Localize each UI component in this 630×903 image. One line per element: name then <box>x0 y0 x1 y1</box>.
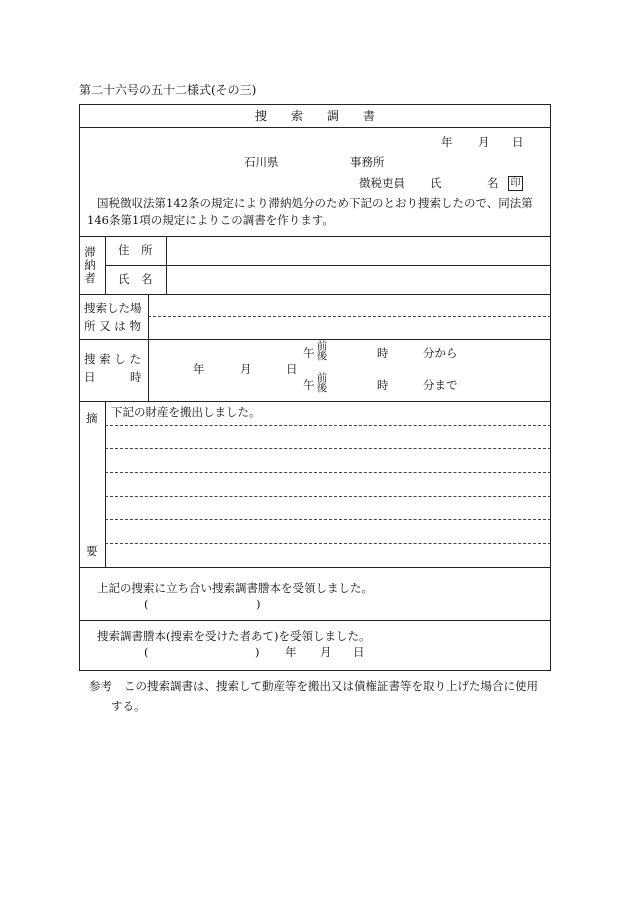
summary-bottom <box>79 567 551 568</box>
receipt-2-paren-open: ( <box>144 645 149 659</box>
name-label: 氏 名 <box>118 272 153 286</box>
receipt-2-month: 月 <box>320 645 332 659</box>
until-minute: 分まで <box>423 378 458 392</box>
search-time-divider <box>148 339 149 401</box>
from-ampm <box>316 341 328 361</box>
summary-label-top: 摘 <box>86 411 98 425</box>
until-go: 午 <box>303 378 315 392</box>
receipt-1-text: 上記の捜索に立ち合い捜索調書謄本を受領しました。 <box>97 581 373 595</box>
receipt-2-day: 日 <box>353 645 365 659</box>
statement-line-1: 国税徴収法第142条の規定により滞納処分のため下記のとおり捜索したので、同法第 <box>97 196 533 210</box>
from-hour: 時 <box>377 346 389 360</box>
header-officer: 徴税吏員 <box>359 176 405 190</box>
header-shi: 氏 <box>430 176 442 190</box>
delinquent-bottom-divider <box>79 294 551 295</box>
receipt-1-paren-close: ) <box>256 597 261 611</box>
form-label: 第二十六号の五十二様式(その三) <box>79 83 257 97</box>
from-ato: 後 <box>316 350 328 362</box>
header-divider <box>79 236 551 237</box>
searched-place-dashed <box>148 316 551 317</box>
address-label: 住 所 <box>118 243 153 257</box>
receipt-2-text: 捜索調書謄本(捜索を受けた者あて)を受領しました。 <box>97 629 371 643</box>
header-prefecture: 石川県 <box>244 155 279 169</box>
summary-label-bottom: 要 <box>86 544 98 558</box>
receipt-2-year: 年 <box>285 645 297 659</box>
search-day: 日 <box>286 362 298 376</box>
header-day: 日 <box>512 135 524 149</box>
until-ato: 後 <box>316 382 328 394</box>
header-office: 事務所 <box>350 155 385 169</box>
search-time-label-2: 日 時 <box>84 370 142 384</box>
receipt-divider <box>79 620 551 621</box>
form-title: 捜 索 調 書 <box>254 109 375 123</box>
summary-line-6 <box>105 543 551 544</box>
note-label: 参考 <box>89 679 112 693</box>
search-year: 年 <box>193 362 205 376</box>
summary-line-4 <box>105 496 551 497</box>
search-time-bottom <box>79 401 551 402</box>
statement-line-2: 146条第1項の規定によりこの調書を作ります。 <box>87 213 334 227</box>
note-line-1: この捜索調書は、捜索して動産等を搬出又は債権証書等を取り上げた場合に使用 <box>124 679 538 693</box>
note-line-2: する。 <box>111 699 146 713</box>
from-go: 午 <box>303 346 315 360</box>
searched-place-label-1: 捜索した場 <box>84 301 142 315</box>
title-divider <box>79 127 551 128</box>
until-hour: 時 <box>377 378 389 392</box>
summary-first-line: 下記の財産を搬出しました。 <box>111 405 261 419</box>
searched-place-bottom <box>79 339 551 340</box>
search-time-label-1: 捜 索 し た <box>84 352 141 366</box>
until-zen: 前 <box>316 372 328 384</box>
summary-line-1 <box>105 425 551 426</box>
delinquent-mid-divider <box>105 265 551 266</box>
header-mei: 名 <box>487 176 499 190</box>
searched-place-label-2: 所 又 は 物 <box>84 319 141 333</box>
seal-mark: 印 <box>508 176 523 191</box>
header-year: 年 <box>441 135 453 149</box>
header-month: 月 <box>478 135 490 149</box>
search-month: 月 <box>240 362 252 376</box>
delinquent-label: 滞納者 <box>84 245 96 285</box>
from-zen: 前 <box>316 340 328 352</box>
summary-line-2 <box>105 448 551 449</box>
until-ampm <box>316 373 328 393</box>
summary-line-3 <box>105 472 551 473</box>
receipt-1-paren-open: ( <box>144 597 149 611</box>
receipt-2-paren-close: ) <box>255 645 260 659</box>
from-minute: 分から <box>423 346 458 360</box>
summary-line-5 <box>105 519 551 520</box>
